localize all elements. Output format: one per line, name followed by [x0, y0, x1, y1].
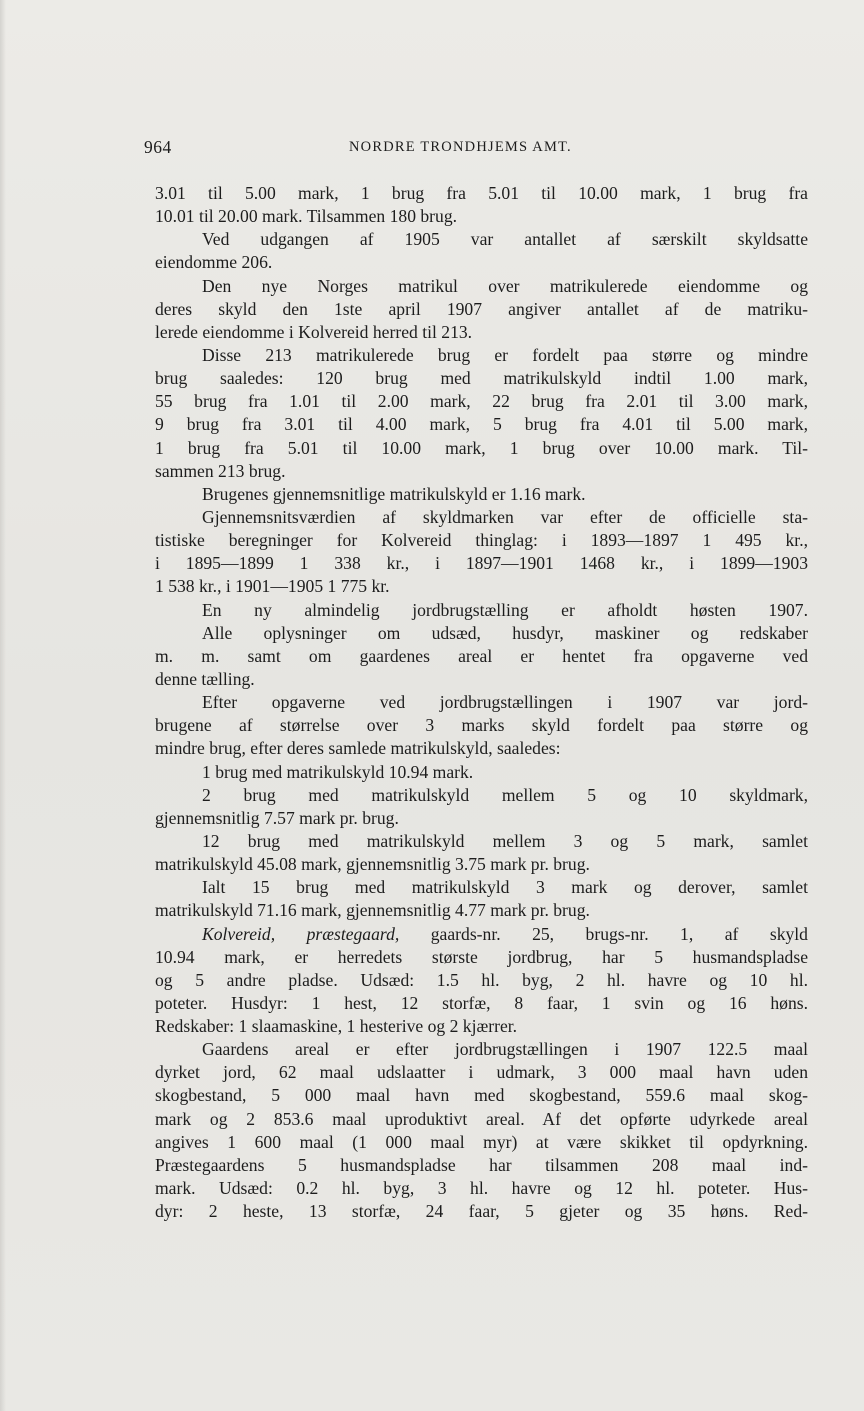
page-header [144, 137, 710, 161]
text-line: dyrket jord, 62 maal udslaatter i udmark, 3 000 maal havn uden [155, 1062, 808, 1083]
text-line: brug saaledes: 120 brug med matrikulskyld indtil 1.00 mark, [155, 368, 808, 389]
text-line: lerede eiendomme i Kolvereid herred til 213. [155, 321, 473, 342]
text-line: skogbestand, 5 000 maal havn med skogbestand, 559.6 maal skog- [155, 1085, 808, 1106]
farm-name-italic: Kolvereid, præstegaard, [202, 923, 400, 944]
text-line: Ved udgangen af 1905 var antallet af særskilt skyldsatte [202, 229, 808, 250]
text-line: denne tælling. [155, 668, 255, 689]
farm-entry-text: gaards-nr. 25, brugs-nr. 1, af skyld [399, 923, 808, 944]
text-line: matrikulskyld 71.16 mark, gjennemsnitlig 4.77 mark pr. brug. [155, 900, 590, 921]
text-line: Gjennemsnitsværdien af skyldmarken var efter de officielle sta- [202, 506, 808, 527]
body-text [155, 182, 808, 1223]
text-line: mindre brug, efter deres samlede matrikulskyld, saaledes: [155, 738, 561, 759]
text-line: 1 538 kr., i 1901—1905 1 775 kr. [155, 576, 390, 597]
text-line: Ialt 15 brug med matrikulskyld 3 mark og derover, samlet [202, 877, 808, 898]
text-line: dyr: 2 heste, 13 storfæ, 24 faar, 5 gjeter og 35 høns. Red- [155, 1201, 808, 1222]
text-line: i 1895—1899 1 338 kr., i 1897—1901 1468 kr., i 1899—1903 [155, 553, 808, 574]
text-line-farm-entry [155, 923, 808, 946]
text-line: Alle oplysninger om udsæd, husdyr, maskiner og redskaber [202, 622, 808, 643]
text-line: mark. Udsæd: 0.2 hl. byg, 3 hl. havre og 12 hl. poteter. Hus- [155, 1178, 808, 1199]
text-line: Redskaber: 1 slaamaskine, 1 hesterive og 2 kjærrer. [155, 1016, 518, 1037]
text-line: matrikulskyld 45.08 mark, gjennemsnitlig 3.75 mark pr. brug. [155, 854, 590, 875]
text-line: Disse 213 matrikulerede brug er fordelt paa større og mindre [202, 344, 808, 365]
text-line: Gaardens areal er efter jordbrugstællingen i 1907 122.5 maal [202, 1039, 808, 1060]
page-edge-shadow [0, 0, 6, 1411]
text-line: tistiske beregninger for Kolvereid thinglag: i 1893—1897 1 495 kr., [155, 530, 808, 551]
text-line: sammen 213 brug. [155, 460, 286, 481]
text-line: 12 brug med matrikulskyld mellem 3 og 5 mark, samlet [202, 830, 808, 851]
text-line: 55 brug fra 1.01 til 2.00 mark, 22 brug fra 2.01 til 3.00 mark, [155, 391, 808, 412]
text-line: 9 brug fra 3.01 til 4.00 mark, 5 brug fra 4.01 til 5.00 mark, [155, 414, 808, 435]
page-number: 964 [144, 137, 172, 157]
text-line: angives 1 600 maal (1 000 maal myr) at være skikket til opdyrkning. [155, 1131, 808, 1152]
text-line: gjennemsnitlig 7.57 mark pr. brug. [155, 807, 399, 828]
text-line: Den nye Norges matrikul over matrikulerede eiendomme og [202, 275, 808, 296]
text-line: m. m. samt om gaardenes areal er hentet fra opgaverne ved [155, 645, 808, 666]
text-line: 10.94 mark, er herredets største jordbrug, har 5 husmandspladse [155, 946, 808, 967]
text-line: 1 brug fra 5.01 til 10.00 mark, 1 brug over 10.00 mark. Til- [155, 437, 808, 458]
text-line: brugene af størrelse over 3 marks skyld fordelt paa større og [155, 715, 808, 736]
text-line: Brugenes gjennemsnitlige matrikulskyld er 1.16 mark. [202, 483, 586, 504]
text-line: En ny almindelig jordbrugstælling er afholdt høsten 1907. [202, 599, 808, 620]
text-line: poteter. Husdyr: 1 hest, 12 storfæ, 8 faar, 1 svin og 16 høns. [155, 992, 808, 1013]
text-line: 2 brug med matrikulskyld mellem 5 og 10 skyldmark, [202, 784, 808, 805]
text-line: Efter opgaverne ved jordbrugstællingen i 1907 var jord- [202, 692, 808, 713]
text-line: deres skyld den 1ste april 1907 angiver antallet af de matriku- [155, 298, 808, 319]
text-line: eiendomme 206. [155, 252, 273, 273]
text-line: mark og 2 853.6 maal uproduktivt areal. Af det opførte udyrkede areal [155, 1108, 808, 1129]
running-title: NORDRE TRONDHJEMS AMT. [349, 139, 572, 155]
text-line: 1 brug med matrikulskyld 10.94 mark. [202, 761, 474, 782]
text-line: og 5 andre pladse. Udsæd: 1.5 hl. byg, 2 hl. havre og 10 hl. [155, 969, 808, 990]
text-line: Præstegaardens 5 husmandspladse har tilsammen 208 maal ind- [155, 1154, 808, 1175]
text-line: 10.01 til 20.00 mark. Tilsammen 180 brug. [155, 206, 458, 227]
text-line: 3.01 til 5.00 mark, 1 brug fra 5.01 til 10.00 mark, 1 brug fra [155, 183, 808, 203]
